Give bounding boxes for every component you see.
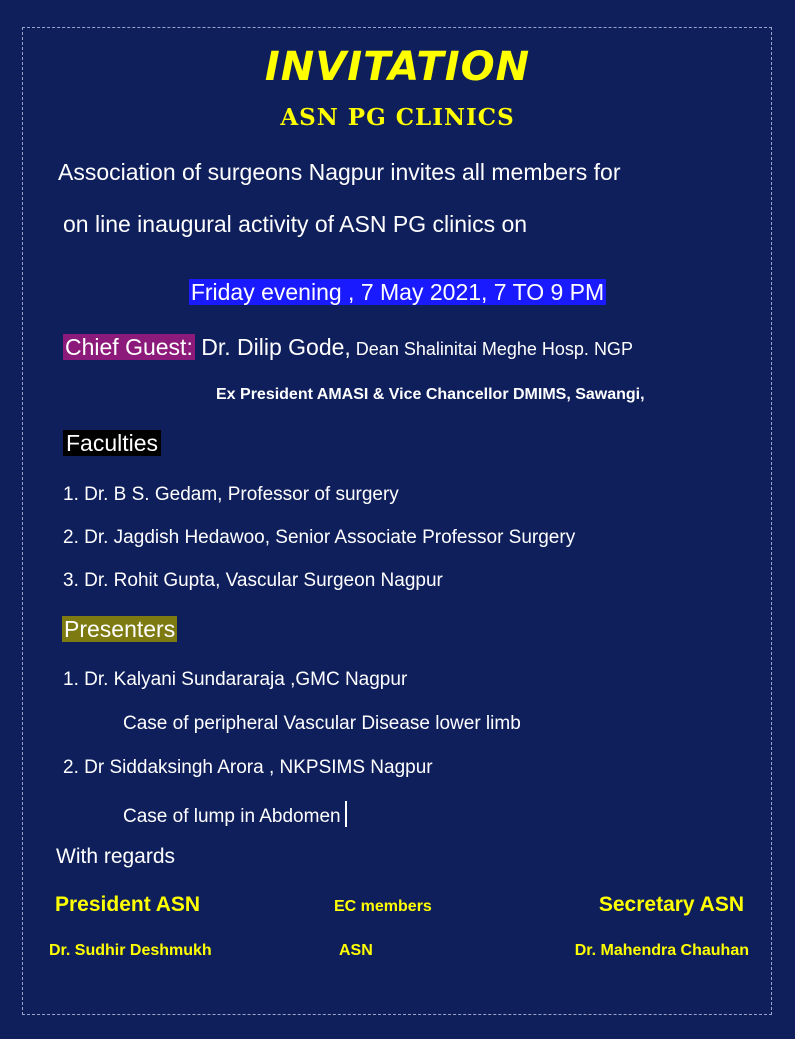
faculty-item: 3. Dr. Rohit Gupta, Vascular Surgeon Nagpur [63, 570, 443, 591]
ec-title: EC members [334, 898, 432, 915]
presenters-heading: Presenters [64, 616, 176, 642]
chief-guest-row [63, 334, 633, 361]
chief-guest-label: Chief Guest: [65, 334, 193, 360]
secretary-title: Secretary ASN [598, 893, 744, 916]
presenters-heading-row [62, 616, 177, 643]
regards-text: With regards [56, 845, 176, 868]
chief-guest-details: Ex President AMASI & Vice Chancellor DMIMS, Sawangi, [216, 386, 645, 403]
chief-guest-role: Dean Shalinitai Meghe Hosp. NGP [350, 339, 633, 359]
president-name: Dr. Sudhir Deshmukh [49, 942, 212, 959]
ec-name: ASN [339, 942, 373, 959]
presenter-topic: Case of peripheral Vascular Disease lower limb [123, 713, 521, 734]
presenter-name: 2. Dr Siddaksingh Arora , NKPSIMS Nagpur [63, 757, 433, 778]
president-title: President ASN [55, 893, 201, 916]
intro-line-1: Association of surgeons Nagpur invites all members for [58, 159, 621, 185]
intro-line-2: on line inaugural activity of ASN PG clinics on [63, 211, 528, 237]
event-date: Friday evening , 7 May 2021, 7 TO 9 PM [190, 279, 605, 305]
faculty-item: 1. Dr. B S. Gedam, Professor of surgery [63, 484, 399, 505]
invitation-subtitle: ASN PG CLINICS [280, 104, 515, 131]
faculties-heading: Faculties [63, 430, 161, 456]
presenter-name: 1. Dr. Kalyani Sundararaja ,GMC Nagpur [63, 669, 408, 690]
presenter-topic: Case of lump in Abdomen [123, 806, 341, 827]
faculties-heading-row [63, 430, 161, 457]
secretary-name: Dr. Mahendra Chauhan [574, 942, 749, 959]
date-row [0, 279, 795, 306]
presenter-topic-row [123, 801, 347, 828]
invitation-title: INVITATION [264, 44, 531, 90]
faculty-item: 2. Dr. Jagdish Hedawoo, Senior Associate Professor Surgery [63, 527, 576, 548]
chief-guest-name: Dr. Dilip Gode, [194, 334, 351, 360]
text-cursor [345, 801, 347, 827]
